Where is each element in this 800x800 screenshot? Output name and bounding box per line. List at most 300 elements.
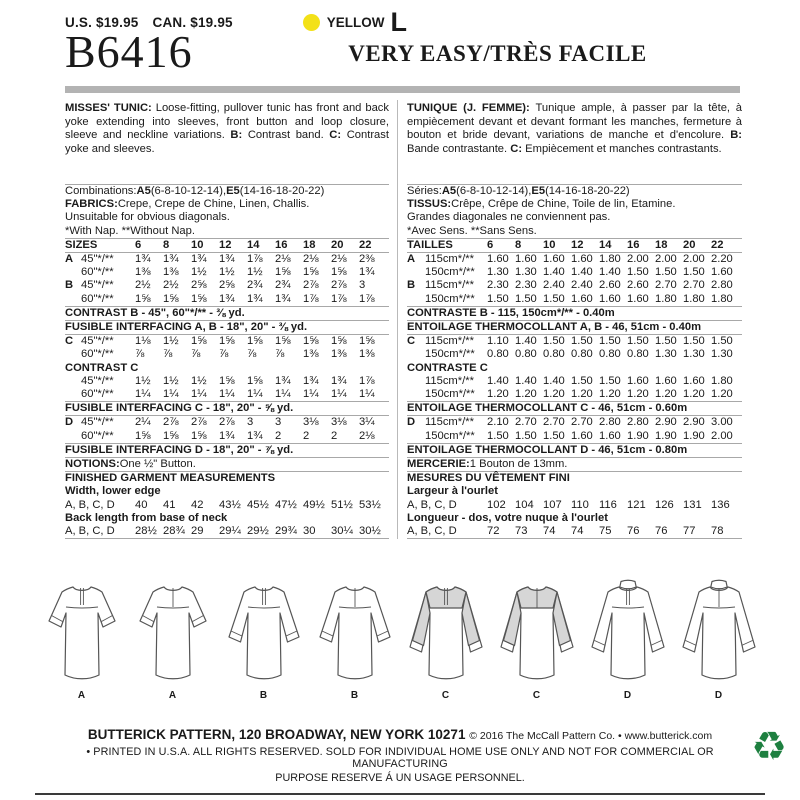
fabric-width-label: 45"*/** <box>81 253 114 266</box>
measurement-value: 47½ <box>275 498 297 511</box>
fabric-width-label: 150cm*/** <box>425 292 475 305</box>
yardage-value: 2⅜ <box>359 253 375 266</box>
yardage-value: 1⅝ <box>247 335 263 348</box>
fabric-width-label: 115cm*/** <box>425 374 474 387</box>
measurement-value: 30¼ <box>331 525 353 538</box>
yardage-row <box>65 279 389 292</box>
yardage-value: 1.20 <box>571 388 593 401</box>
yardage-value: 1.50 <box>571 374 593 387</box>
size-column-header: 12 <box>219 238 232 251</box>
measurement-value: 28½ <box>135 525 157 538</box>
measurement-value: 29¾ <box>275 525 297 538</box>
measurement-value: 29 <box>191 525 204 538</box>
yardage-value: 2.80 <box>711 279 733 292</box>
view-letter: D <box>65 416 74 429</box>
garment-view-d-back <box>677 577 761 701</box>
view-letter: A <box>407 253 416 266</box>
english-column <box>65 100 398 539</box>
yardage-value: 1.60 <box>543 253 565 266</box>
yardage-value: ⅞ <box>135 348 145 361</box>
yardage-value: 2.00 <box>711 429 733 442</box>
yardage-value: 1.60 <box>487 253 509 266</box>
yardage-row <box>407 416 742 429</box>
yardage-row <box>407 430 742 443</box>
yardage-value: 1¾ <box>275 292 291 305</box>
footer-rights-line-fr: PURPOSE RESERVE Á UN USAGE PERSONNEL. <box>275 772 525 784</box>
size-column-header: 10 <box>543 238 556 251</box>
yardage-value: 1.50 <box>515 292 537 305</box>
yardage-value: 2⅞ <box>191 416 207 429</box>
garment-view-b-back <box>313 577 397 701</box>
view-letter: D <box>407 416 416 429</box>
yardage-value: 2.60 <box>627 279 649 292</box>
yardage-value: 1.20 <box>627 388 649 401</box>
yardage-value: 1.60 <box>599 292 621 305</box>
yardage-value: 1½ <box>135 374 151 387</box>
yardage-value: 2.60 <box>599 279 621 292</box>
yardage-value: 2⅞ <box>163 416 179 429</box>
yardage-value: 3 <box>247 416 254 429</box>
text-line <box>407 211 742 224</box>
size-label: SIZES <box>65 238 98 251</box>
yardage-value: 1.50 <box>599 374 621 387</box>
yardage-value: 1.40 <box>487 374 509 387</box>
garment-view-d-front <box>586 577 670 701</box>
text-segment: CONTRASTE B - 115, 150cm*/** - 0.40m <box>407 306 615 319</box>
yardage-value: 1¾ <box>191 253 207 266</box>
yardage-value: 1⅝ <box>191 429 207 442</box>
text-segment: © 2016 The McCall Pattern Co. • <box>469 730 625 742</box>
text-segment: CONTRASTE C <box>407 361 488 374</box>
text-segment: *With Nap. **Without Nap. <box>65 224 195 237</box>
text-segment: A5 <box>136 185 151 197</box>
yardage-value: 1.80 <box>683 292 705 305</box>
measurement-value: 78 <box>711 525 724 538</box>
text-segment: Combinations: <box>65 185 137 197</box>
yardage-row <box>407 279 742 292</box>
yardage-value: 1.40 <box>571 266 593 279</box>
yardage-value: 1⅛ <box>135 335 151 348</box>
tunic-line-drawing <box>223 577 305 689</box>
difficulty-banner: VERY EASY/TRÈS FACILE <box>348 41 647 66</box>
section-band <box>65 321 389 335</box>
yardage-value: 1.50 <box>655 266 677 279</box>
yardage-value: ⅞ <box>247 348 257 361</box>
yardage-value: 1¾ <box>135 253 151 266</box>
measurement-value: 51½ <box>331 498 353 511</box>
yardage-value: 1⅝ <box>359 335 375 348</box>
yardage-value: 1.50 <box>683 266 705 279</box>
tunic-line-drawing <box>405 577 487 689</box>
yardage-value: 1⅝ <box>275 266 291 279</box>
yardage-value: 2⅛ <box>359 429 375 442</box>
yardage-value: 1⅜ <box>331 348 347 361</box>
yardage-value: 1.40 <box>515 335 537 348</box>
size-column-header: 8 <box>515 238 522 251</box>
yardage-value: 1¼ <box>191 388 207 401</box>
measurement-value: 74 <box>571 525 584 538</box>
content-columns <box>0 93 800 539</box>
footer-rights-line: • PRINTED IN U.S.A. ALL RIGHTS RESERVED. SOLD FOR INDIVIDUAL HOME USE ONLY AND NOT FOR COMMERCIAL OR MANUFACTURING <box>86 746 714 770</box>
view-letter: C <box>65 335 74 348</box>
french-yardage-table <box>407 184 742 539</box>
yardage-value: 1⅝ <box>219 374 235 387</box>
yardage-value: 2⅞ <box>331 279 347 292</box>
text-segment: TUNIQUE (J. FEMME): <box>407 102 536 114</box>
subhead-text: Largeur à l'ourlet <box>407 485 498 498</box>
section-band <box>407 458 742 472</box>
yardage-value: 1⅝ <box>163 292 179 305</box>
yardage-value: 1¾ <box>275 374 291 387</box>
yardage-value: 1.60 <box>627 374 649 387</box>
measurement-value: 75 <box>599 525 612 538</box>
measurement-row <box>65 499 389 512</box>
yardage-value: 1¼ <box>359 388 375 401</box>
yardage-value: 1½ <box>219 266 235 279</box>
fabric-width-label: 60"*/** <box>81 429 114 442</box>
fabric-width-label: 150cm*/** <box>425 388 475 401</box>
yardage-row <box>407 375 742 388</box>
english-yardage-table <box>65 184 389 539</box>
yardage-value: 1.90 <box>655 429 677 442</box>
view-letter: B <box>407 279 416 292</box>
yardage-value: 1¼ <box>219 388 235 401</box>
yardage-value: 1.60 <box>683 374 705 387</box>
yardage-value: 1.90 <box>627 429 649 442</box>
yardage-value: 1¾ <box>163 253 179 266</box>
measurement-value: 76 <box>655 525 668 538</box>
yardage-value: ⅞ <box>219 348 229 361</box>
views-label: A, B, C, D <box>65 498 115 511</box>
yardage-value: 1.20 <box>655 388 677 401</box>
yardage-value: 1¼ <box>135 388 151 401</box>
fabric-width-label: 115cm*/** <box>425 279 474 292</box>
fabric-width-label: 60"*/** <box>81 292 114 305</box>
yardage-row <box>407 335 742 348</box>
yardage-value: 2¾ <box>247 279 263 292</box>
yardage-value: 1⅝ <box>219 335 235 348</box>
measurement-value: 45½ <box>247 498 269 511</box>
yardage-value: 1.60 <box>571 292 593 305</box>
yardage-value: 1.40 <box>515 374 537 387</box>
section-band <box>407 443 742 458</box>
price-us: U.S. $19.95 <box>65 14 139 30</box>
yardage-value: 1.30 <box>487 266 509 279</box>
measurement-value: 102 <box>487 498 506 511</box>
measurement-row <box>65 525 389 539</box>
yardage-value: 2.20 <box>711 253 733 266</box>
fabric-width-label: 150cm*/** <box>425 429 475 442</box>
yardage-value: 1¾ <box>247 292 263 305</box>
yardage-value: 1⅝ <box>135 429 151 442</box>
yardage-value: ⅞ <box>191 348 201 361</box>
yardage-value: 1.30 <box>683 348 705 361</box>
measurement-value: 29¼ <box>219 525 241 538</box>
yardage-value: 1.20 <box>543 388 565 401</box>
tunic-line-drawing <box>132 577 214 689</box>
text-segment: Tunique ample, à passer par la tête, à empiècement devant et devant formant les manches, fermeture à bouton et bride devant, variations de manche et d'encolure. <box>407 102 742 142</box>
yardage-value: 1¼ <box>247 388 263 401</box>
measurement-value: 121 <box>627 498 646 511</box>
size-column-header: 6 <box>487 238 494 251</box>
text-segment: (6-8-10-12-14), <box>456 185 532 197</box>
garment-view-c-front <box>404 577 488 701</box>
yardage-value: 2.00 <box>627 253 649 266</box>
tunic-line-drawing <box>314 577 396 689</box>
yardage-value: 1¼ <box>303 388 319 401</box>
pattern-number: B6416 <box>65 26 193 77</box>
yardage-value: 1.50 <box>655 335 677 348</box>
yardage-value: 1⅝ <box>135 292 151 305</box>
yardage-value: 1½ <box>191 266 207 279</box>
text-segment: (14-16-18-20-22) <box>239 185 325 197</box>
yardage-value: 1.50 <box>515 429 537 442</box>
sub-heading <box>407 485 742 498</box>
yardage-value: 0.80 <box>627 348 649 361</box>
yardage-value: 2.70 <box>515 416 537 429</box>
yardage-value: 1.40 <box>543 266 565 279</box>
yardage-row <box>65 293 389 306</box>
yardage-value: 0.80 <box>487 348 509 361</box>
yardage-value: 2⅞ <box>303 279 319 292</box>
yardage-value: 1⅞ <box>331 292 347 305</box>
text-segment: C: <box>510 142 526 155</box>
text-segment: CONTRAST C <box>65 361 139 374</box>
yardage-row <box>65 430 389 443</box>
text-segment: Empiècement et manches contrastants. <box>525 142 722 155</box>
yardage-value: 2.70 <box>571 416 593 429</box>
view-label: B <box>350 690 359 702</box>
text-segment: *Avec Sens. **Sans Sens. <box>407 224 537 237</box>
view-label: A <box>77 690 86 702</box>
text-segment: Crêpe, Crêpe de Chine, Toile de lin, Etamine. <box>451 198 676 211</box>
yardage-row <box>407 266 742 279</box>
yardage-value: 2.80 <box>599 416 621 429</box>
yardage-value: 1.30 <box>515 266 537 279</box>
tunic-line-drawing <box>496 577 578 689</box>
measurement-row <box>407 525 742 539</box>
yardage-value: 1.50 <box>543 429 565 442</box>
yardage-value: 2 <box>303 429 310 442</box>
section-band <box>65 362 389 375</box>
text-segment: FUSIBLE INTERFACING A, B - 18", 20" - ⅜ yd. <box>65 321 308 334</box>
measurement-value: 43½ <box>219 498 241 511</box>
measurement-value: 107 <box>543 498 562 511</box>
tunic-line-drawing <box>587 577 669 689</box>
yardage-value: 1⅝ <box>331 266 347 279</box>
text-segment: B: <box>730 129 742 142</box>
text-segment: www.butterick.com <box>624 730 713 742</box>
yardage-row <box>65 253 389 266</box>
yardage-value: 1.60 <box>627 292 649 305</box>
yardage-value: 1.30 <box>655 348 677 361</box>
yardage-value: 1.10 <box>487 335 509 348</box>
yardage-value: 1.50 <box>571 335 593 348</box>
text-line <box>407 225 742 238</box>
yardage-value: 2⅛ <box>331 253 347 266</box>
size-column-header: 16 <box>627 238 640 251</box>
yardage-value: 1.20 <box>683 388 705 401</box>
measurement-value: 30½ <box>359 525 381 538</box>
yardage-value: 1½ <box>191 374 207 387</box>
size-column-header: 22 <box>359 238 372 251</box>
yardage-value: 1¾ <box>359 266 375 279</box>
section-band <box>65 306 389 321</box>
yardage-value: 3 <box>275 416 282 429</box>
yardage-value: 1¼ <box>163 388 179 401</box>
fabric-width-label: 45"*/** <box>81 416 114 429</box>
yardage-value: 1¾ <box>219 292 235 305</box>
yardage-value: 1.50 <box>487 292 509 305</box>
yardage-value: 3⅛ <box>303 416 319 429</box>
view-label: D <box>714 690 723 702</box>
text-segment: C: <box>329 129 347 142</box>
yardage-value: 2¾ <box>275 279 291 292</box>
size-header-row <box>407 238 742 253</box>
yardage-value: 1⅞ <box>247 253 263 266</box>
text-line <box>407 184 742 198</box>
yardage-value: 1⅝ <box>247 374 263 387</box>
text-segment: E5 <box>531 185 546 197</box>
garment-view-c-back <box>495 577 579 701</box>
measurement-value: 77 <box>683 525 696 538</box>
text-segment: (6-8-10-12-14), <box>150 185 227 197</box>
yardage-value: 1.20 <box>515 388 537 401</box>
fabric-width-label: 115cm*/** <box>425 253 474 266</box>
yardage-value: ⅞ <box>163 348 173 361</box>
yardage-value: 1.50 <box>627 266 649 279</box>
yardage-value: 1.60 <box>515 253 537 266</box>
measurement-value: 76 <box>627 525 640 538</box>
yardage-value: 1.50 <box>627 335 649 348</box>
measurement-value: 126 <box>655 498 674 511</box>
yardage-value: 1.30 <box>711 348 733 361</box>
measurement-value: 72 <box>487 525 500 538</box>
fabric-width-label: 60"*/** <box>81 348 114 361</box>
yardage-value: 2.90 <box>683 416 705 429</box>
yardage-value: 2⅛ <box>275 253 291 266</box>
fabric-width-label: 45"*/** <box>81 335 114 348</box>
yardage-value: 2.70 <box>683 279 705 292</box>
measurement-value: 74 <box>543 525 556 538</box>
footer <box>35 725 787 795</box>
yardage-value: 1.50 <box>543 335 565 348</box>
yardage-value: 1⅝ <box>191 335 207 348</box>
yardage-value: 1¼ <box>275 388 291 401</box>
text-segment: MESURES DU VÊTEMENT FINI <box>407 472 570 485</box>
yardage-value: 2⅝ <box>219 279 235 292</box>
yardage-value: 1¼ <box>331 388 347 401</box>
yardage-value: 1.20 <box>599 388 621 401</box>
text-segment: 1 Bouton de 13mm. <box>469 458 568 471</box>
yardage-value: 1¾ <box>219 253 235 266</box>
yardage-value: 1.80 <box>711 292 733 305</box>
yardage-value: 1.40 <box>599 266 621 279</box>
size-column-header: 10 <box>191 238 204 251</box>
text-segment: BUTTERICK PATTERN, 120 BROADWAY, NEW YORK 10271 <box>87 727 470 742</box>
measurement-value: 131 <box>683 498 702 511</box>
size-letter: L <box>390 7 407 37</box>
size-label: TAILLES <box>407 238 453 251</box>
yardage-value: 1¾ <box>247 429 263 442</box>
yardage-value: 1.90 <box>683 429 705 442</box>
measurement-value: 110 <box>571 498 589 511</box>
text-segment: NOTIONS: <box>65 458 120 471</box>
text-segment: Séries: <box>407 185 442 197</box>
garment-view-a-front <box>40 577 124 701</box>
yellow-dot-icon <box>303 14 320 31</box>
measurement-value: 41 <box>163 498 176 511</box>
yardage-value: 2 <box>275 429 282 442</box>
yardage-value: 2.70 <box>543 416 565 429</box>
text-segment: ENTOILAGE THERMOCOLLANT D - 46, 51cm - 0.80m <box>407 443 688 456</box>
french-description <box>407 102 742 184</box>
divider-bar <box>65 86 740 93</box>
view-letter: A <box>65 253 74 266</box>
footer-address-line <box>65 727 735 742</box>
yardage-value: 0.80 <box>571 348 593 361</box>
yardage-value: 1.50 <box>683 335 705 348</box>
yardage-value: 1⅞ <box>359 374 375 387</box>
yardage-value: 1½ <box>163 335 179 348</box>
yardage-value: 1.50 <box>543 292 565 305</box>
recycle-icon: ♻ <box>751 725 787 769</box>
yardage-value: 1.50 <box>487 429 509 442</box>
fabric-width-label: 45"*/** <box>81 279 114 292</box>
yardage-value: 2 <box>331 429 338 442</box>
text-segment: FUSIBLE INTERFACING D - 18", 20" - ⅞ yd. <box>65 443 294 456</box>
section-band <box>65 443 389 458</box>
text-segment: MERCERIE: <box>407 458 470 471</box>
yardage-value: 1.80 <box>599 253 621 266</box>
english-description <box>65 102 389 184</box>
yardage-value: 2⅞ <box>219 416 235 429</box>
text-segment: Crepe, Crepe de Chine, Linen, Challis. <box>117 198 310 211</box>
measurement-value: 29½ <box>247 525 269 538</box>
yardage-value: 0.80 <box>599 348 621 361</box>
yardage-value: 1½ <box>163 374 179 387</box>
french-column <box>398 100 742 539</box>
text-segment: One ½" Button. <box>119 458 196 471</box>
yardage-value: 0.80 <box>515 348 537 361</box>
yardage-value: 1⅜ <box>135 266 151 279</box>
yardage-value: 2.30 <box>515 279 537 292</box>
text-line <box>65 211 389 224</box>
size-column-header: 12 <box>571 238 584 251</box>
yardage-value: 1⅝ <box>303 335 319 348</box>
tunic-line-drawing <box>41 577 123 689</box>
yardage-value: 2½ <box>135 279 151 292</box>
yardage-value: 2⅛ <box>303 253 319 266</box>
measurement-value: 42 <box>191 498 204 511</box>
yardage-row <box>65 416 389 429</box>
fabric-width-label: 115cm*/** <box>425 416 474 429</box>
size-header-row <box>65 238 389 253</box>
subhead-text: Width, lower edge <box>65 485 161 498</box>
color-label: YELLOW <box>326 14 385 30</box>
text-segment: E5 <box>226 185 240 197</box>
yardage-row <box>407 348 742 361</box>
yardage-row <box>65 266 389 279</box>
yardage-row <box>65 335 389 348</box>
yardage-value: ⅞ <box>275 348 285 361</box>
yardage-value: 1⅞ <box>359 292 375 305</box>
text-segment: FINISHED GARMENT MEASUREMENTS <box>65 472 276 485</box>
yardage-value: 1¾ <box>331 374 347 387</box>
section-band <box>65 458 389 472</box>
yardage-value: 2.90 <box>655 416 677 429</box>
measurement-row <box>407 499 742 512</box>
